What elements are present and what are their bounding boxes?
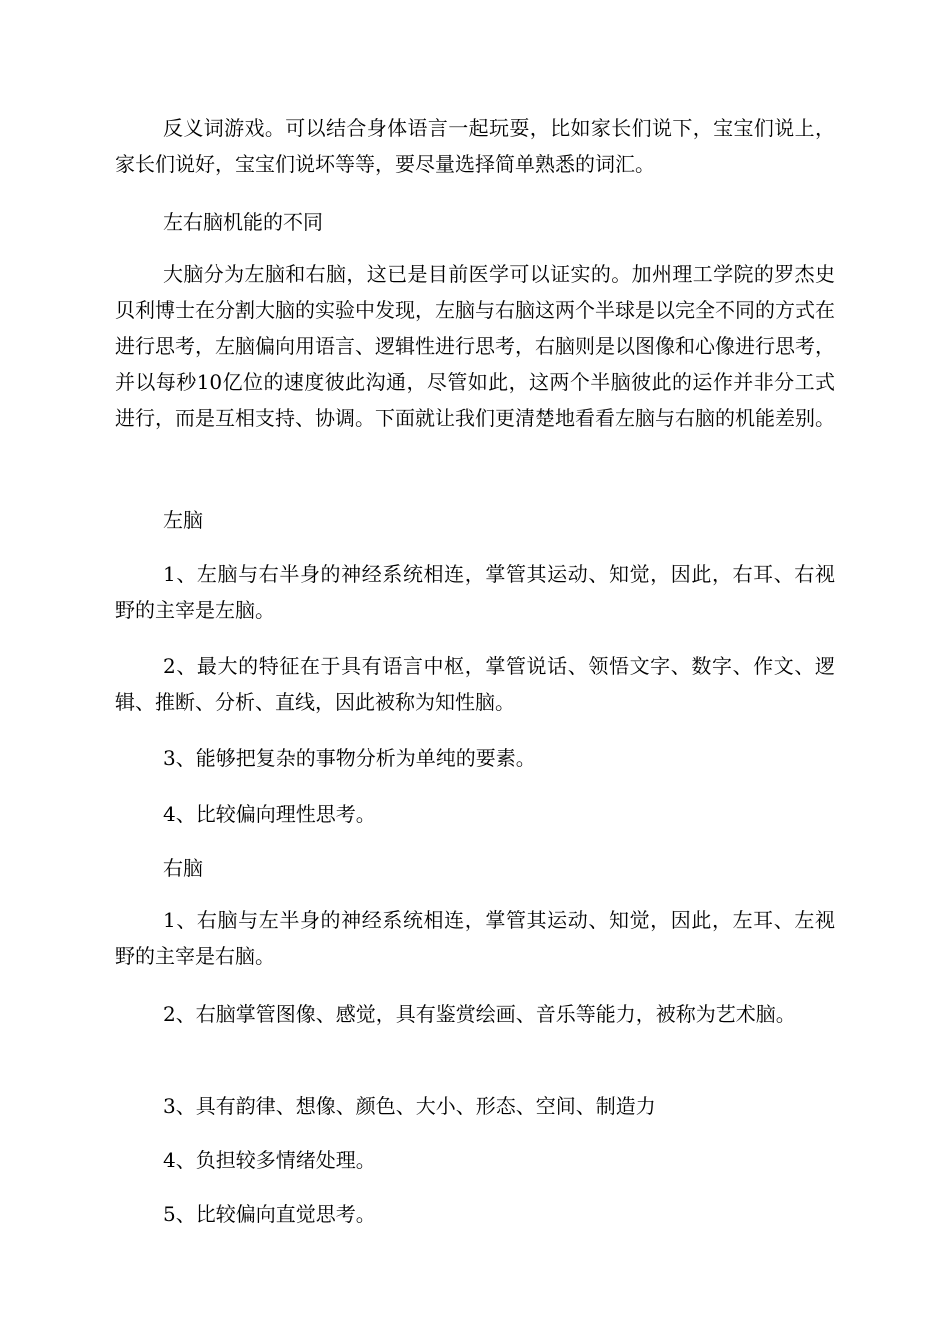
- paragraph-brain-intro: 大脑分为左脑和右脑，这已是目前医学可以证实的。加州理工学院的罗杰史贝利博士在分割大脑的实验中发现，左脑与右脑这两个半球是以完全不同的方式在进行思考，左脑偏向用语言、逻辑性进行思考，右脑则是以图像和心像进行思考，并以每秒10亿位的速度彼此沟通，尽管如此，这两个半脑彼此的运作并非分工式进行，而是互相支持、协调。下面就让我们更清楚地看看左脑与右脑的机能差别。: [115, 262, 835, 430]
- left-brain-item-2: 2、最大的特征在于具有语言中枢，掌管说话、领悟文字、数字、作文、逻辑、推断、分析、直线，因此被称为知性脑。: [115, 654, 835, 714]
- right-brain-item-1: 1、右脑与左半身的神经系统相连，掌管其运动、知觉，因此，左耳、左视野的主宰是右脑。: [115, 908, 835, 968]
- section-heading-right-brain: 右脑: [163, 856, 203, 880]
- right-brain-item-4: 4、负担较多情绪处理。: [163, 1148, 376, 1172]
- paragraph-antonym-game: 反义词游戏。可以结合身体语言一起玩耍，比如家长们说下，宝宝们说上，家长们说好，宝宝们说坏等等，要尽量选择简单熟悉的词汇。: [115, 116, 835, 176]
- right-brain-item-5: 5、比较偏向直觉思考。: [163, 1202, 376, 1226]
- right-brain-item-2: 2、右脑掌管图像、感觉，具有鉴赏绘画、音乐等能力，被称为艺术脑。: [163, 1002, 796, 1026]
- left-brain-item-4: 4、比较偏向理性思考。: [163, 802, 376, 826]
- section-heading-brain-functions: 左右脑机能的不同: [163, 210, 323, 234]
- right-brain-item-3: 3、具有韵律、想像、颜色、大小、形态、空间、制造力: [163, 1094, 656, 1118]
- left-brain-item-1: 1、左脑与右半身的神经系统相连，掌管其运动、知觉，因此，右耳、右视野的主宰是左脑。: [115, 562, 835, 622]
- left-brain-item-3: 3、能够把复杂的事物分析为单纯的要素。: [163, 746, 536, 770]
- section-heading-left-brain: 左脑: [163, 508, 203, 532]
